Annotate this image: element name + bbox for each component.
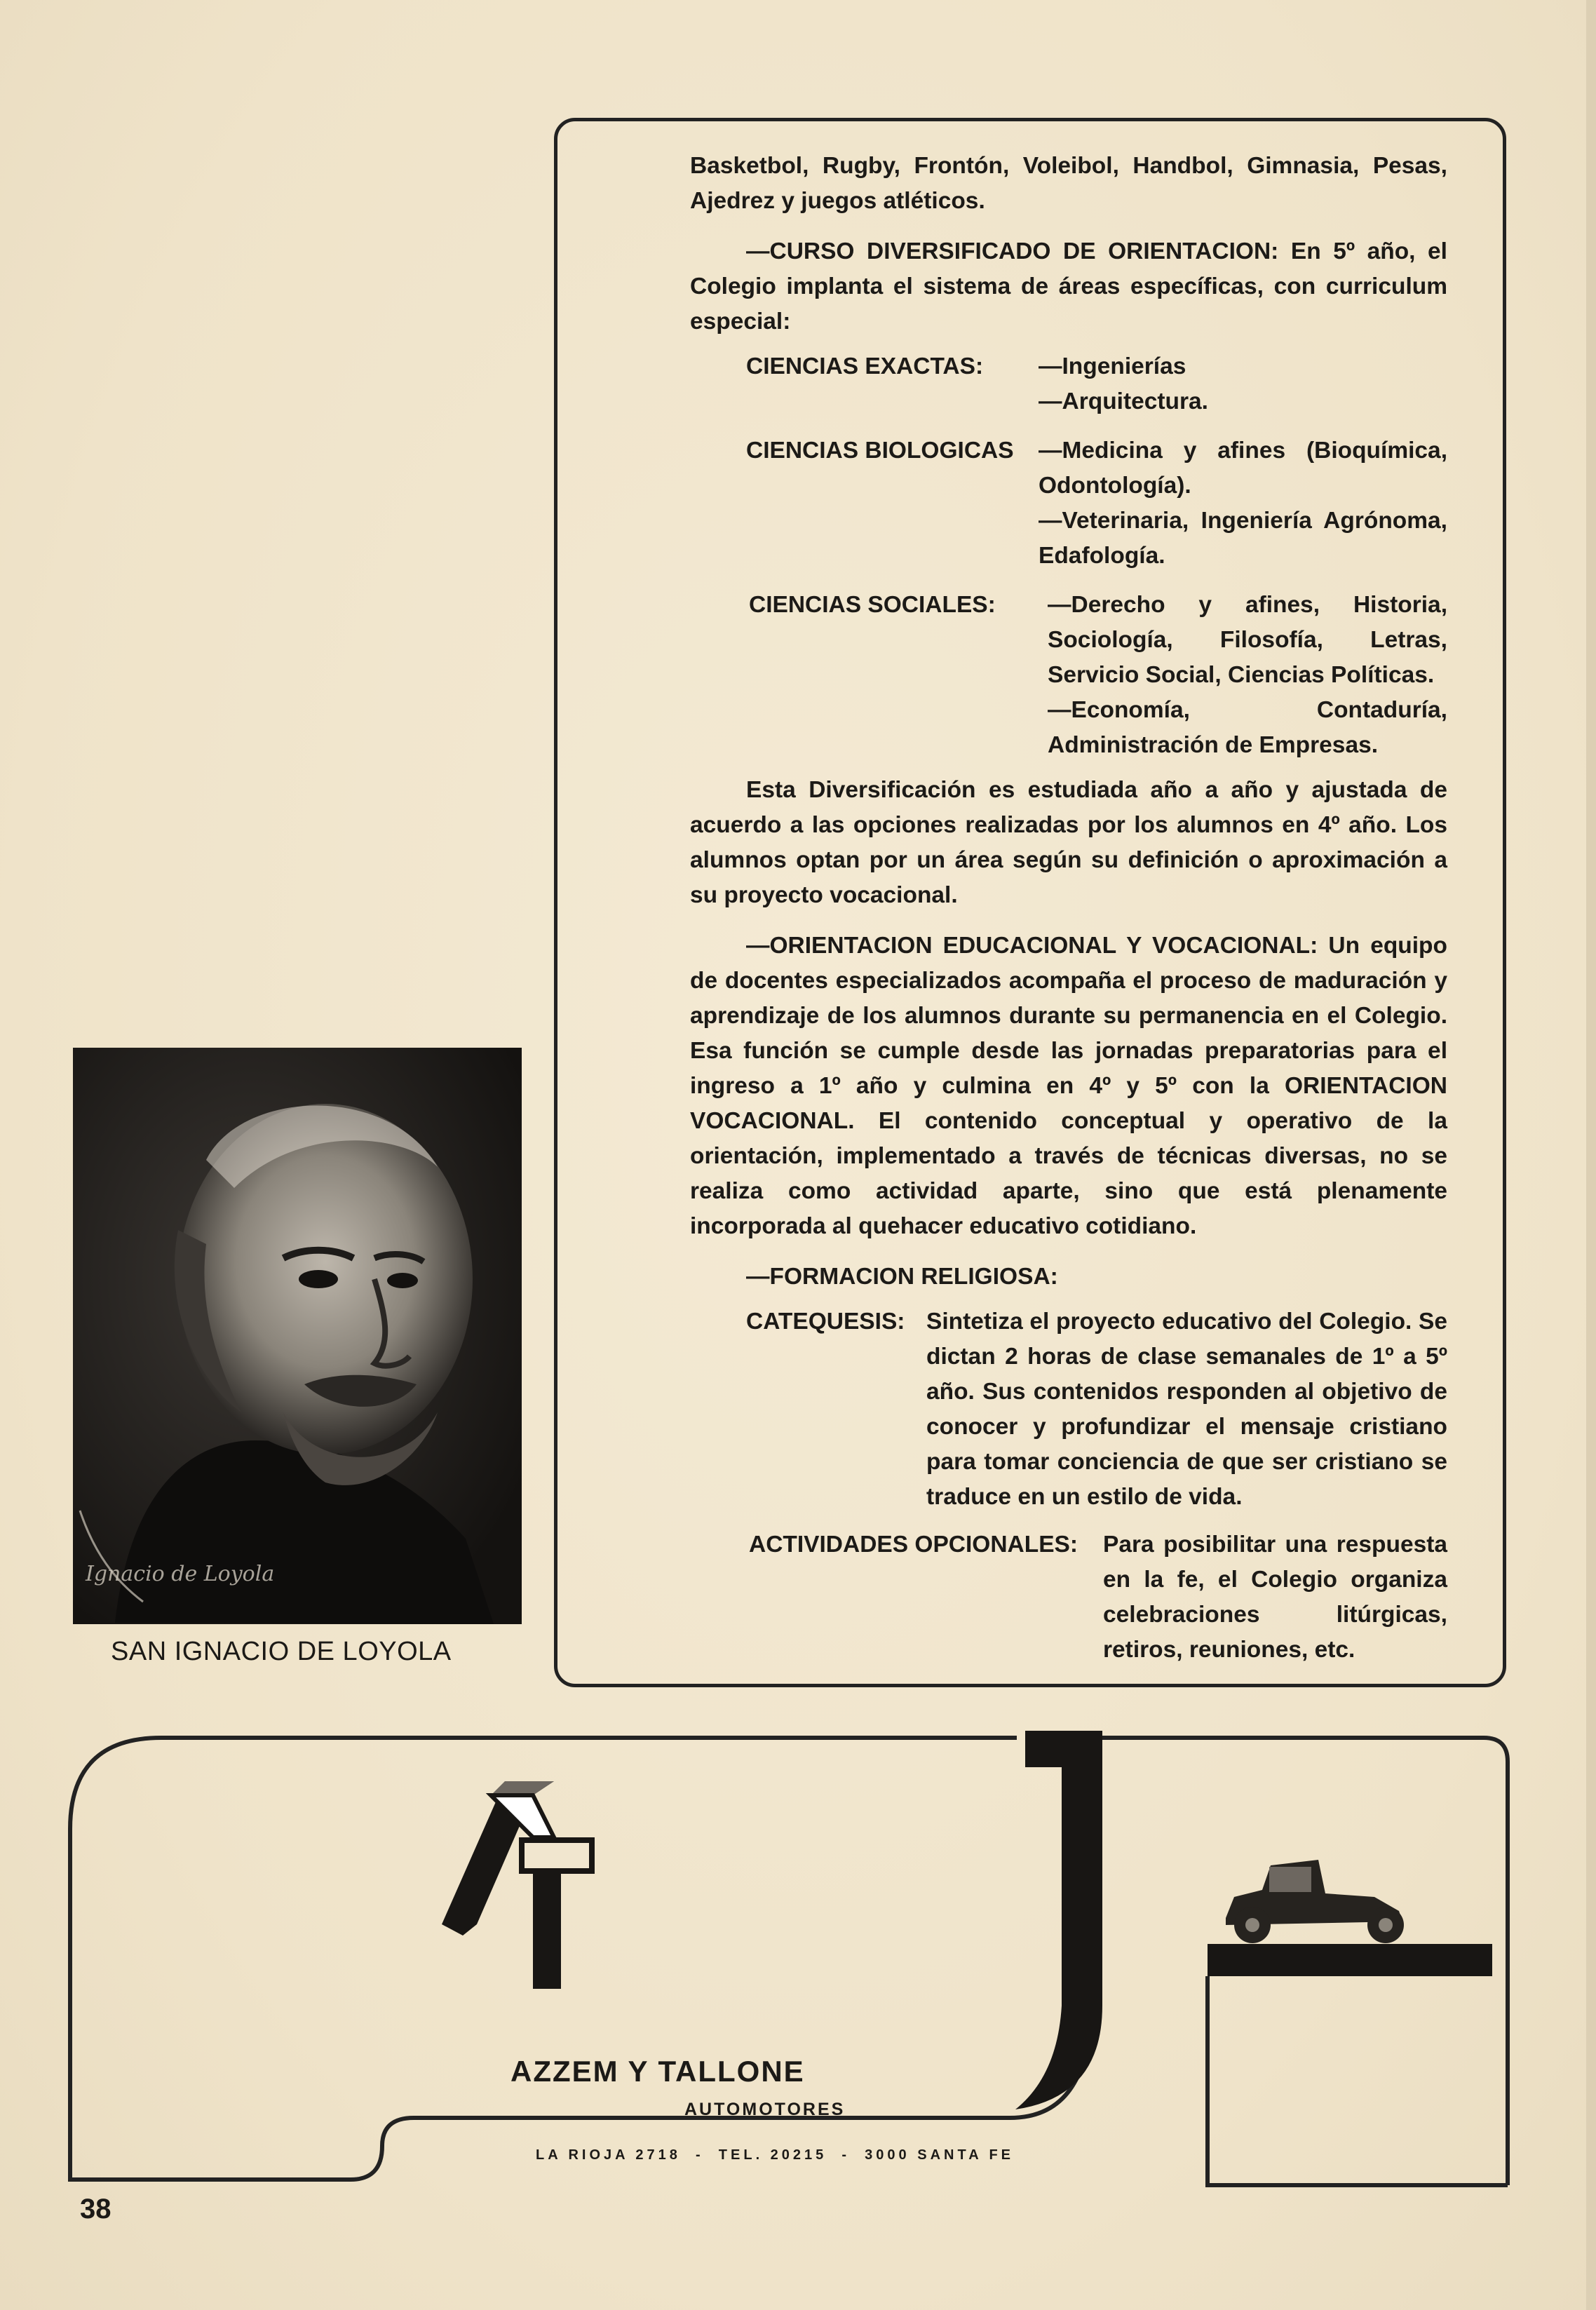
catequesis-text: Sintetiza el proyecto educativo del Colegio. Se dictan 2 horas de clase semanales de 1º a 5º año. Sus contenidos responden al objetivo de conocer y profundizar el mensaje cristiano para tomar conciencia de que ser cristiano se traduce en un estilo de vida.: [926, 1309, 1447, 1510]
logo-icon: [442, 1781, 595, 1989]
area-item: —Economía, Contaduría, Administración de Empresas.: [1048, 697, 1447, 758]
formacion-heading: —FORMACION RELIGIOSA:: [746, 1264, 1058, 1290]
ad-subtitle: AUTOMOTORES: [684, 2100, 846, 2119]
ad-brand: AZZEM Y TALLONE: [510, 2055, 805, 2088]
portrait-signature: Ignacio de Loyola: [86, 1562, 275, 1586]
diversificacion-paragraph: Esta Diversificación es estudiada año a año y ajustada de acuerdo a las opciones realizadas por los alumnos en 4º año. Los alumnos optan por un área según su definición o aproximación a su proyecto vocacional.: [690, 777, 1447, 908]
sports-paragraph: Basketbol, Rugby, Frontón, Voleibol, Handbol, Gimnasia, Pesas, Ajedrez y juegos atléticos.: [690, 153, 1447, 214]
portrait-caption: SAN IGNACIO DE LOYOLA: [111, 1637, 452, 1666]
ad-address: LA RIOJA 2718 - TEL. 20215 - 3000 SANTA FE: [536, 2147, 1015, 2163]
area-item: —Veterinaria, Ingeniería Agrónoma, Edafología.: [1039, 508, 1447, 569]
car-icon: [1226, 1860, 1404, 1943]
area-item: —Medicina y afines (Bioquímica, Odontología).: [1039, 438, 1447, 499]
area-item: —Ingenierías: [1039, 353, 1186, 379]
orientacion-paragraph: —ORIENTACION EDUCACIONAL Y VOCACIONAL: Un equipo de docentes especializados acompaña el proceso de maduración y aprendizaje de los alumnos durante su permanencia en el Colegio. Esa función se cumple desde las jornadas preparatorias para el ingreso a 1º año y culmina en 4º y 5º con la ORIENTACION VOCACIONAL. El contenido conceptual y operativo de la orientación, implementado a través de técnicas diversas, no se realiza como actividad aparte, sino que está plenamente incorporada al quehacer educativo cotidiano.: [690, 933, 1447, 1239]
page-number: 38: [80, 2194, 111, 2224]
area-label: CIENCIAS EXACTAS:: [746, 353, 984, 379]
curso-paragraph: —CURSO DIVERSIFICADO DE ORIENTACION: En 5º año, el Colegio implanta el sistema de áreas específicas, con curriculum especial:: [690, 238, 1447, 335]
actividades-text: Para posibilitar una respuesta en la fe, el Colegio organiza celebraciones litúrgicas, retiros, reuniones, etc.: [1103, 1532, 1447, 1663]
actividades-label: ACTIVIDADES OPCIONALES:: [749, 1532, 1078, 1558]
catequesis-label: CATEQUESIS:: [746, 1309, 905, 1335]
area-item: —Arquitectura.: [1039, 389, 1208, 414]
area-label: CIENCIAS BIOLOGICAS: [746, 438, 1014, 464]
area-label: CIENCIAS SOCIALES:: [749, 592, 996, 618]
area-item: —Derecho y afines, Historia, Sociología, Filosofía, Letras, Servicio Social, Ciencias Políticas.: [1048, 592, 1447, 688]
